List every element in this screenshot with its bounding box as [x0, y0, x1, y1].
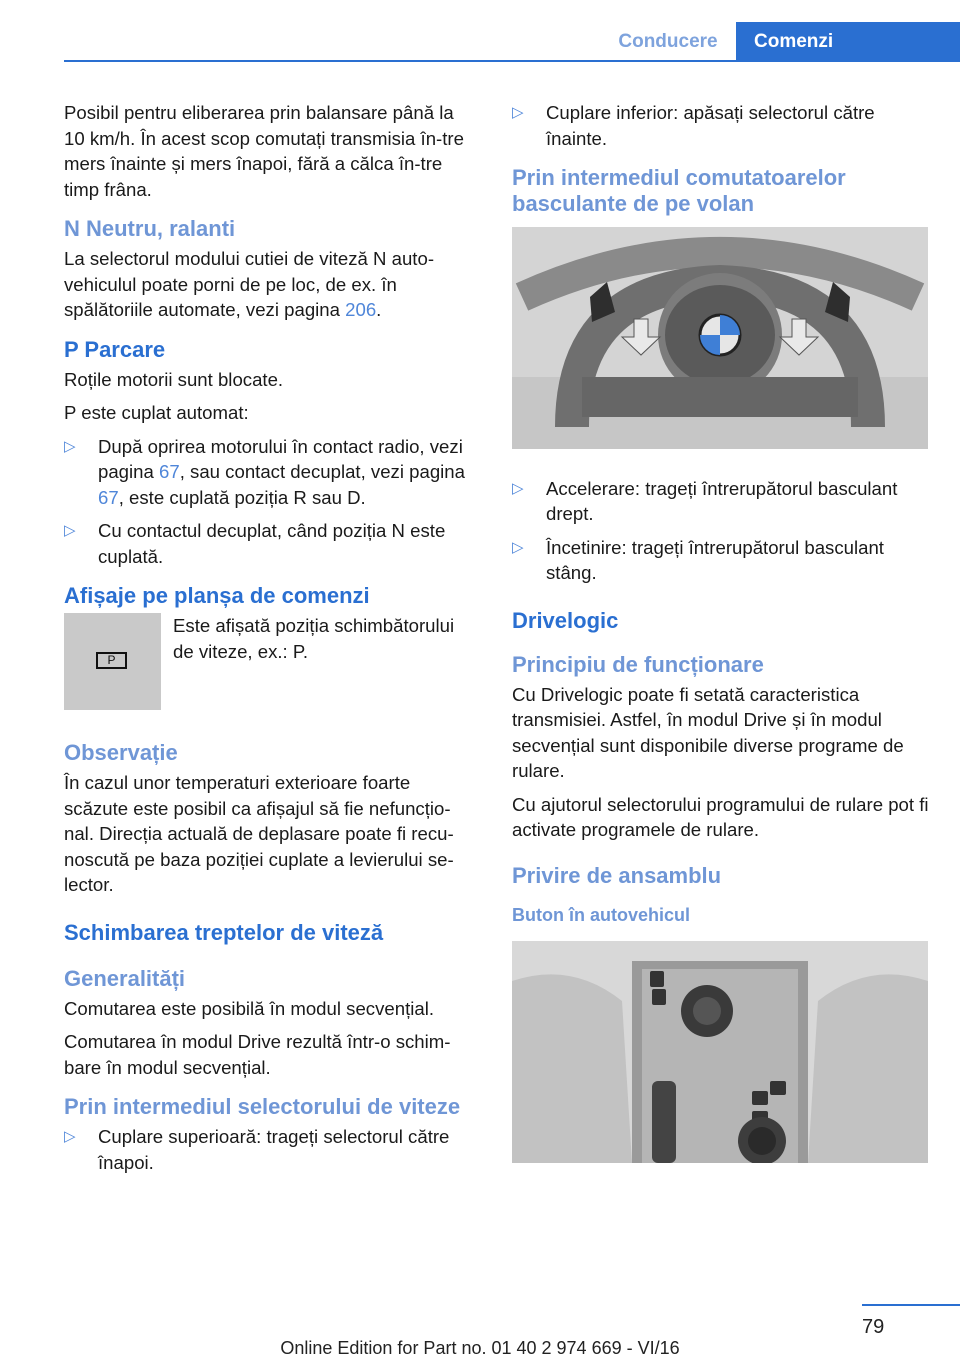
header-chapter: Comenzi: [736, 22, 960, 62]
list-item: ▷ După oprirea motorului în contact radio, vezi pagina 67, sau contact decuplat, vezi pagina 67, este cuplată poziția R sau D.: [64, 435, 465, 508]
page-number: 79: [862, 1316, 885, 1338]
principiu-paragraph-2: Cu ajutorul selectorului programului de rulare pot fi activate programele de rulare.: [512, 793, 929, 840]
page-link-67[interactable]: 67: [159, 461, 180, 482]
gear-indicator: P: [96, 652, 127, 669]
list-item: ▷ Cuplare inferior: apăsați selectorul către înainte.: [512, 102, 875, 149]
right-column: [512, 100, 930, 1189]
generalitati-paragraph-1: Comutarea este posibilă în modul secvențial.: [64, 997, 435, 1019]
left-column: [64, 100, 478, 1183]
header-section: Conducere: [600, 22, 736, 60]
list-item: ▷ Încetinire: trageți întrerupătorul basculant stâng.: [512, 536, 884, 583]
generalitati-paragraph-2: Comutarea în modul Drive rezultă într-o schim-bare în modul secvențial.: [64, 1031, 451, 1078]
footer-rule: [862, 1304, 960, 1306]
list-item: ▷ Cu contactul decuplat, când poziția N este cuplată.: [64, 520, 446, 567]
heading-selector: Prin intermediul selectorului de viteze: [64, 1094, 461, 1119]
paddle-list: [512, 476, 930, 586]
gear-display-image: [64, 613, 161, 710]
list-item: ▷ Accelerare: trageți întrerupătorul basculant drept.: [512, 477, 898, 524]
selector-list: [64, 1124, 478, 1175]
heading-comutatoare: Prin intermediul comutatoarelor basculante de pe volan: [512, 165, 846, 216]
steering-wheel-photo: [512, 227, 928, 449]
heading-buton: Buton în autovehicul: [512, 904, 690, 925]
parcare-paragraph-1: Roțile motorii sunt blocate.: [64, 368, 284, 390]
neutru-paragraph: La selectorul modului cutiei de viteză N auto-vehiculul poate porni de pe loc, de ex. în spălătoriile automate, vezi pagina 206.: [64, 248, 435, 320]
heading-neutru: N Neutru, ralanti: [64, 216, 236, 241]
afisaje-figure-row: [64, 613, 478, 710]
intro-paragraph: Posibil pentru eliberarea prin balansare până la 10 km/h. În acest scop comutați transmisia în-tre mers înainte și mers înapoi, fără a călca în-tre timp frâna.: [64, 102, 464, 200]
heading-parcare: P Parcare: [64, 336, 166, 362]
heading-afisaje: Afișaje pe planșa de comenzi: [64, 583, 370, 608]
triangle-right-icon: ▷: [512, 479, 524, 497]
console-buttons-photo: [512, 941, 928, 1163]
heading-drivelogic: Drivelogic: [512, 607, 619, 633]
page-link-206[interactable]: 206: [345, 299, 377, 320]
heading-observatie: Observație: [64, 740, 178, 765]
heading-schimbarea: Schimbarea treptelor de viteză: [64, 919, 384, 945]
triangle-right-icon: ▷: [64, 1128, 76, 1145]
afisaje-paragraph: Este afișată poziția schimbătorului de viteze, ex.: P.: [173, 615, 455, 662]
edition-footer: Online Edition for Part no. 01 40 2 974 669 - VI/16: [280, 1338, 680, 1358]
principiu-paragraph-1: Cu Drivelogic poate fi setată caracteristica transmisiei. Astfel, în modul Drive și în modul secvențial sunt disponibile diverse programe de rulare.: [512, 683, 904, 781]
triangle-right-icon: ▷: [512, 104, 524, 121]
list-item: ▷ Cuplare superioară: trageți selectorul către înapoi.: [64, 1126, 450, 1173]
selector-list-continued: [512, 100, 930, 151]
triangle-right-icon: ▷: [64, 437, 76, 455]
observatie-paragraph: În cazul unor temperaturi exterioare foarte scăzute este posibil ca afișajul să fie nefuncțio-nal. Direcția actuală de deplasare poate fi recu-noscută pe baza poziției cuplate a levierului se-lector.: [64, 772, 454, 895]
triangle-right-icon: ▷: [512, 538, 524, 556]
heading-generalitati: Generalități: [64, 965, 186, 991]
parcare-paragraph-2: P este cuplat automat:: [64, 402, 249, 423]
triangle-right-icon: ▷: [64, 522, 76, 539]
page-link-67[interactable]: 67: [98, 486, 119, 508]
parcare-list: [64, 434, 478, 570]
heading-privire: Privire de ansamblu: [512, 862, 722, 888]
heading-principiu: Principiu de funcționare: [512, 651, 764, 677]
